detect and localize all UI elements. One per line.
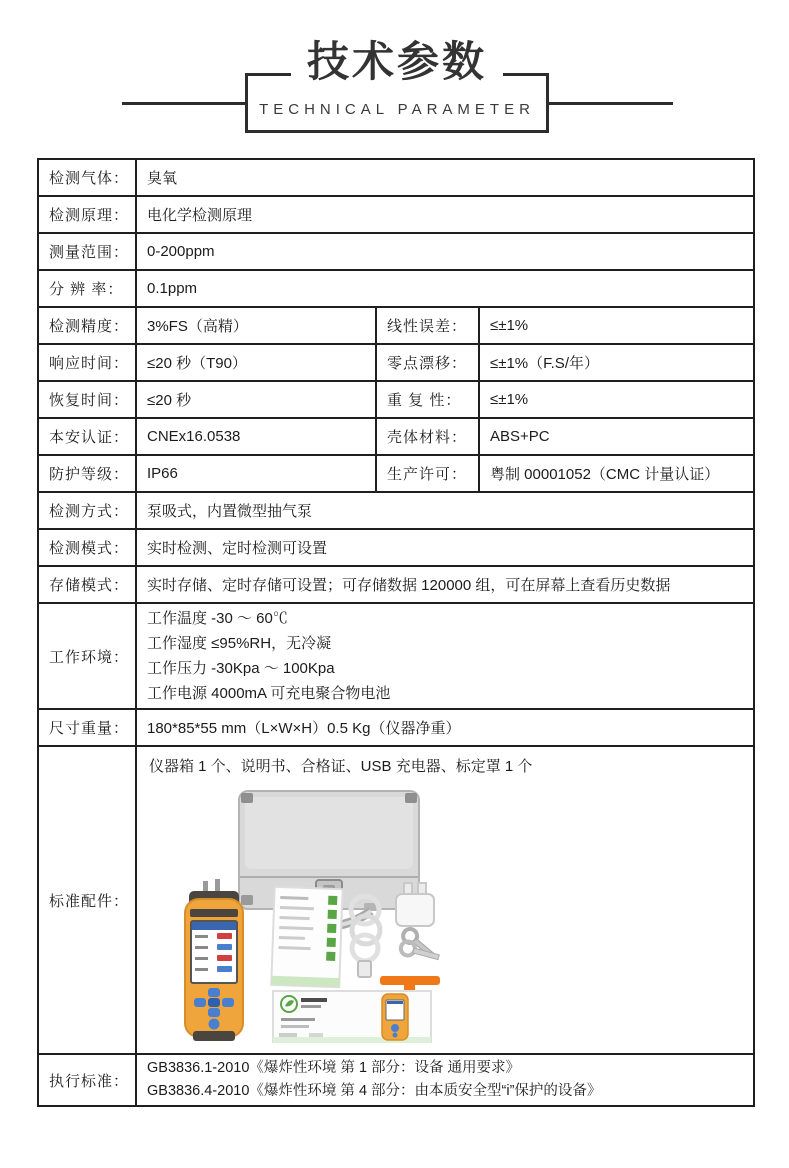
spec-value: ABS+PC bbox=[479, 418, 754, 455]
page-header bbox=[0, 0, 789, 158]
spec-label: 响应时间： bbox=[38, 344, 136, 381]
spec-value-line: GB3836.4-2010《爆炸性环境 第 4 部分：由本质安全型“i”保护的设备》 bbox=[147, 1083, 602, 1099]
spec-value: 3%FS（高精） bbox=[136, 307, 376, 344]
spec-value: ≤±1% bbox=[479, 381, 754, 418]
page-subtitle: TECHNICAL PARAMETER bbox=[259, 101, 535, 118]
spec-value-line: 工作压力 -30Kpa ～ 100Kpa bbox=[147, 660, 335, 677]
standards-lines bbox=[147, 1057, 747, 1103]
spec-label: 存储模式： bbox=[38, 566, 136, 603]
spec-value bbox=[136, 746, 754, 1054]
spec-value: 0-200ppm bbox=[136, 233, 754, 270]
table-row bbox=[38, 746, 754, 1054]
spec-value-line: 工作电源 4000mA 可充电聚合物电池 bbox=[147, 685, 391, 702]
table-row bbox=[38, 455, 754, 492]
table-row bbox=[38, 270, 754, 307]
spec-label: 恢复时间： bbox=[38, 381, 136, 418]
spec-value-line: 工作温度 -30 ～ 60℃ bbox=[147, 610, 288, 627]
spec-value: 电化学检测原理 bbox=[136, 196, 754, 233]
spec-label: 检测模式： bbox=[38, 529, 136, 566]
certificate-card bbox=[271, 887, 342, 987]
gas-detector bbox=[185, 879, 243, 1041]
spec-label: 检测原理： bbox=[38, 196, 136, 233]
table-row bbox=[38, 492, 754, 529]
spec-value: ≤20 秒（T90） bbox=[136, 344, 376, 381]
spec-label: 本安认证： bbox=[38, 418, 136, 455]
spec-value: ≤20 秒 bbox=[136, 381, 376, 418]
spec-label: 壳体材料： bbox=[376, 418, 479, 455]
product-kit-image bbox=[177, 785, 747, 1047]
spec-value bbox=[136, 603, 754, 709]
spec-table bbox=[37, 158, 755, 1107]
spec-value: 臭氧 bbox=[136, 159, 754, 196]
spec-value: ≤±1% bbox=[479, 307, 754, 344]
spec-label: 重 复 性： bbox=[376, 381, 479, 418]
spec-label: 执行标准： bbox=[38, 1054, 136, 1106]
spec-label: 测量范围： bbox=[38, 233, 136, 270]
spec-value: ≤±1%（F.S/年） bbox=[479, 344, 754, 381]
table-row bbox=[38, 344, 754, 381]
spec-label: 生产许可： bbox=[376, 455, 479, 492]
accessories-caption: 仪器箱 1 个、说明书、合格证、USB 充电器、标定罩 1 个 bbox=[149, 758, 533, 775]
table-row bbox=[38, 233, 754, 270]
spec-value: IP66 bbox=[136, 455, 376, 492]
spec-label: 零点漂移： bbox=[376, 344, 479, 381]
spec-label: 检测方式： bbox=[38, 492, 136, 529]
spec-label: 线性误差： bbox=[376, 307, 479, 344]
spec-value: 泵吸式，内置微型抽气泵 bbox=[136, 492, 754, 529]
spec-label: 尺寸重量： bbox=[38, 709, 136, 746]
title-right-line bbox=[548, 102, 673, 105]
spec-value bbox=[136, 1054, 754, 1106]
table-row bbox=[38, 709, 754, 746]
table-row bbox=[38, 603, 754, 709]
table-row bbox=[38, 1054, 754, 1106]
manual-booklet bbox=[273, 991, 431, 1043]
spec-label: 防护等级： bbox=[38, 455, 136, 492]
spec-value: 0.1ppm bbox=[136, 270, 754, 307]
title-left-line bbox=[122, 102, 245, 105]
spec-value: CNEx16.0538 bbox=[136, 418, 376, 455]
table-row bbox=[38, 196, 754, 233]
spec-label: 工作环境： bbox=[38, 603, 136, 709]
spec-label: 检测精度： bbox=[38, 307, 136, 344]
work-env-lines bbox=[147, 606, 747, 706]
table-row bbox=[38, 566, 754, 603]
page-title: 技术参数 bbox=[291, 33, 503, 91]
spec-label: 标准配件： bbox=[38, 746, 136, 1054]
table-row bbox=[38, 381, 754, 418]
spec-value-line: GB3836.1-2010《爆炸性环境 第 1 部分：设备 通用要求》 bbox=[147, 1060, 521, 1076]
spec-value: 实时检测、定时检测可设置 bbox=[136, 529, 754, 566]
spec-label: 检测气体： bbox=[38, 159, 136, 196]
table-row bbox=[38, 159, 754, 196]
spec-value: 粤制 00001052（CMC 计量认证） bbox=[479, 455, 754, 492]
table-row bbox=[38, 529, 754, 566]
spec-value-line: 工作湿度 ≤95%RH，无冷凝 bbox=[147, 635, 332, 652]
table-row bbox=[38, 307, 754, 344]
spec-value: 180*85*55 mm（L×W×H）0.5 Kg（仪器净重） bbox=[136, 709, 754, 746]
spec-value: 实时存储、定时存储可设置；可存储数据 120000 组，可在屏幕上查看历史数据 bbox=[136, 566, 754, 603]
keys bbox=[399, 926, 440, 963]
spec-label: 分 辨 率： bbox=[38, 270, 136, 307]
table-row bbox=[38, 418, 754, 455]
